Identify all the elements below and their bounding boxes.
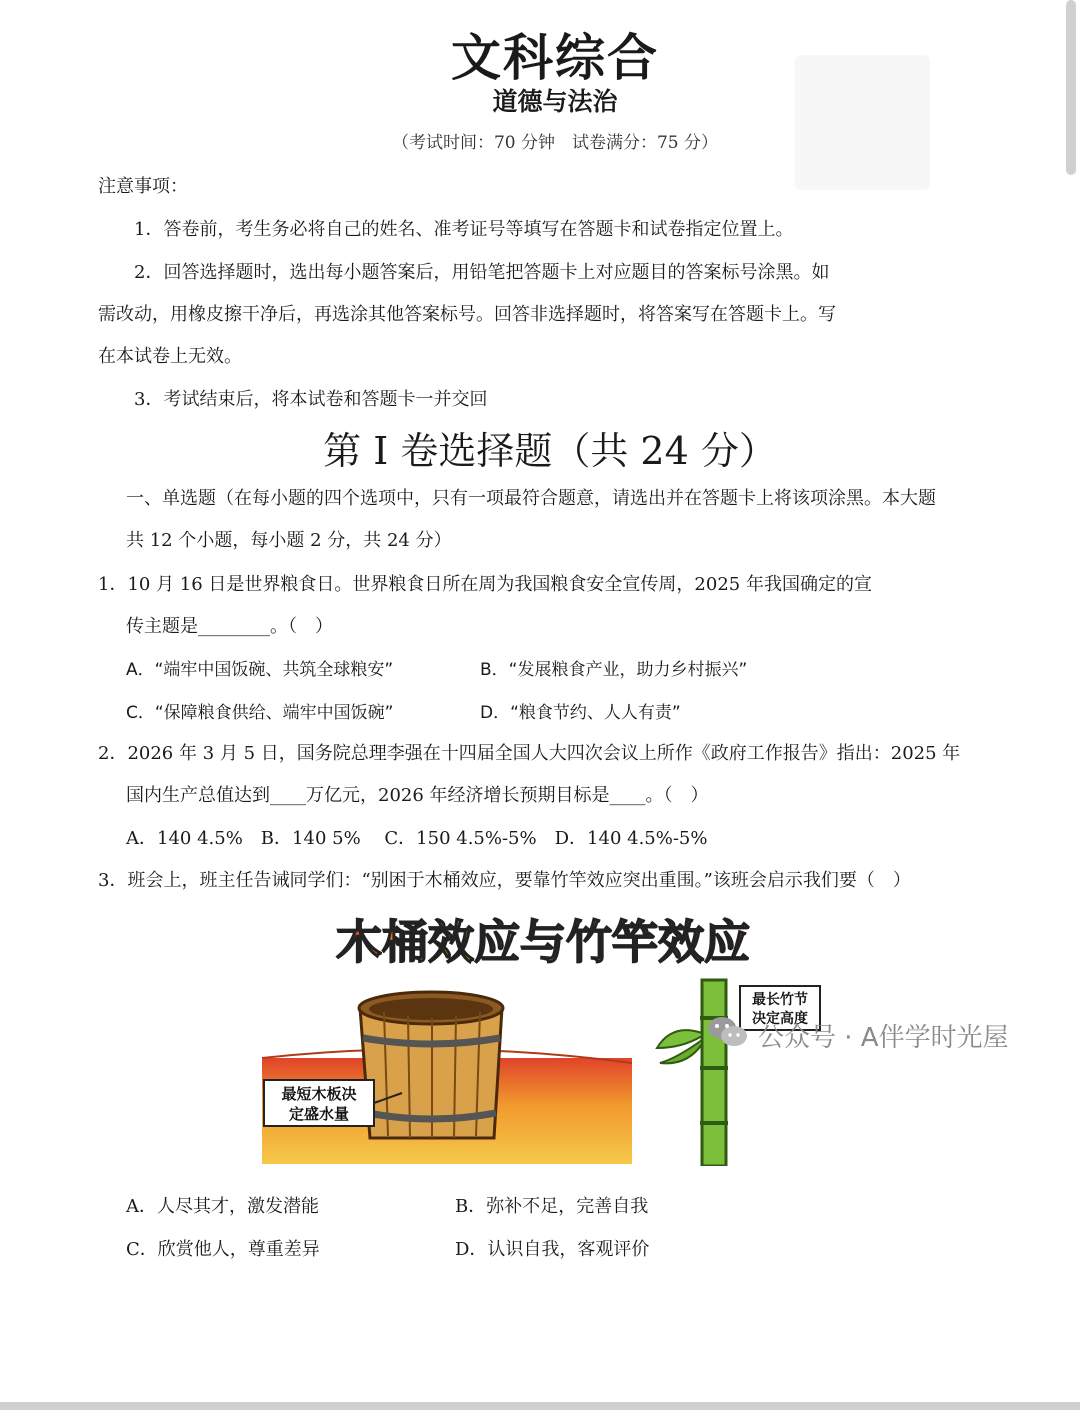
notes-heading: 注意事项：	[98, 176, 188, 197]
exam-title: 文科综合	[451, 28, 659, 87]
barrel-label-line-1: 最短木板决	[281, 1085, 357, 1103]
exam-meta: （考试时间：70 分钟 试卷满分：75 分）	[391, 133, 719, 153]
note-item-2-line-3: 在本试卷上无效。	[98, 346, 242, 367]
q1-option-c: C．“保障粮食供给、端牢中国饭碗”	[126, 703, 394, 723]
q1-option-d: D．“粮食节约、人人有责”	[480, 703, 681, 723]
wechat-icon	[706, 1014, 750, 1050]
exam-subtitle: 道德与法治	[492, 87, 618, 116]
q1-stem-line-1: 1．10 月 16 日是世界粮食日。世界粮食日所在周为我国粮食安全宣传周，2025 年我国确定的宣	[98, 574, 872, 595]
barrel-label-line-2: 定盛水量	[288, 1105, 350, 1123]
section-title: 第 I 卷选择题（共 24 分）	[323, 429, 777, 473]
q3-option-b: B．弥补不足，完善自我	[455, 1196, 649, 1217]
bamboo-label-line-1: 最长竹节	[752, 992, 808, 1008]
q2-stem-line-1: 2．2026 年 3 月 5 日，国务院总理李强在十四届全国人大四次会议上所作《政府工作报告》指出：2025 年	[98, 743, 961, 764]
q3-option-d: D．认识自我，客观评价	[455, 1239, 650, 1260]
bamboo-label-line-2: 决定高度	[752, 1011, 808, 1027]
q2-stem-line-2: 国内生产总值达到____万亿元，2026 年经济增长预期目标是____。（ ）	[126, 785, 709, 806]
barrel-icon	[359, 992, 503, 1138]
note-item-2-line-1: 2．回答选择题时，选出每小题答案后，用铅笔把答题卡上对应题目的答案标号涂黑。如	[134, 262, 830, 283]
section-instructions-line-2: 共 12 个小题，每小题 2 分，共 24 分）	[126, 530, 452, 551]
bottom-border	[0, 1402, 1080, 1410]
q3-stem: 3．班会上，班主任告诫同学们：“别困于木桶效应，要靠竹竿效应突出重围。”该班会启示我们要（ ）	[98, 870, 911, 891]
q3-option-a: A．人尽其才，激发潜能	[126, 1196, 319, 1217]
note-item-3: 3．考试结束后，将本试卷和答题卡一并交回	[134, 389, 488, 410]
bamboo-icon	[657, 980, 728, 1166]
figure-title: 木桶效应与竹竿效应	[336, 915, 750, 969]
q1-option-b: B．“发展粮食产业，助力乡村振兴”	[480, 660, 748, 680]
note-item-1: 1．答卷前，考生务必将自己的姓名、准考证号等填写在答题卡和试卷指定位置上。	[134, 219, 794, 240]
watermark-text: 公众号 · A伴学时光屋	[758, 1023, 1009, 1053]
q2-options: A．140 4.5% B．140 5% C．150 4.5%-5% D．140 4.5%-5%	[126, 828, 708, 849]
note-item-2-line-2: 需改动，用橡皮擦干净后，再选涂其他答案标号。回答非选择题时，将答案写在答题卡上。写	[98, 304, 836, 325]
section-instructions-line-1: 一、单选题（在每小题的四个选项中，只有一项最符合题意，请选出并在答题卡上将该项涂黑。本大题	[126, 488, 936, 509]
q1-stem-line-2: 传主题是________。（ ）	[126, 616, 333, 637]
q1-option-a: A．“端牢中国饭碗、共筑全球粮安”	[126, 660, 394, 680]
q3-option-c: C．欣赏他人，尊重差异	[126, 1239, 320, 1260]
